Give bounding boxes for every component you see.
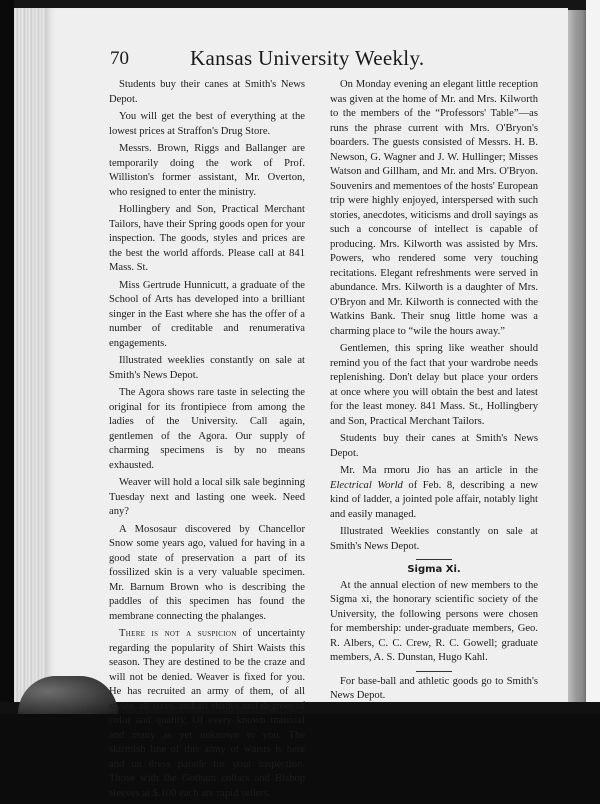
page-header (110, 46, 540, 74)
book-page-edges (14, 8, 48, 708)
paragraph-sigma-xi: At the annual election of new members to the Sigma xi, the honorary scientific society of the University, the following persons were chosen for membership: under-graduate members, Geo. R. Albers, C. C. Crew, R. C. Gowell; graduate members, A. S. Dunstan, Hugo Kahl. (330, 579, 538, 663)
paragraph-shirt-waists (109, 627, 305, 801)
paragraph-electrical-world (330, 464, 538, 522)
paragraph-silk-sale: Weaver will hold a local silk sale beginning Tuesday next and lasting one week. Need any? (109, 477, 305, 517)
paragraph-hunnicutt: Miss Gertrude Hunnicutt, a graduate of the School of Arts has developed into a brilliant singer in the East where she has the offer of a number of creditable and renumerativa engagements. (109, 279, 305, 349)
article-text-start: Mr. Ma rmoru Jio has an article in the (340, 465, 538, 476)
paragraph-base-ball: For base-ball and athletic goods go to Smith's News Depot. (330, 675, 538, 701)
journal-title: Kansas University Weekly. (190, 46, 425, 70)
paragraph-weeklies: Illustrated weeklies constantly on sale at Smith's News Depot. (109, 355, 305, 381)
publication-title: Electrical World (330, 479, 403, 491)
scan-right-background (586, 0, 600, 714)
left-column (109, 78, 305, 804)
paragraph-canes-2: Students buy their canes at Smith's News Depot. (330, 433, 538, 459)
paragraph-reception: On Monday evening an elegant little reception was given at the home of Mr. and Mrs. Kilworth to the members of the “Professors' Table”—as runs the phrase current with Mrs. O'Bryon's boarders. The guests consisted of Messrs. H. B. Newson, G. Wagner and J. W. Hullinger; Misses Watson and Gillham, and Mr. and Mrs. O'Bryon. Souvenirs and mementoes of the hosts' European trip were highly enjoyed, interspersed with such stories, anecdotes, witicisms and droll sayings as such a concourse of intellect is capable of producing. Mrs. Kilworth was assisted by Mrs. Powers, who rendered some very touching recitations. Elegant refreshments were served in abundance. Mrs. Kilworth is a daughter of Mrs. O'Bryon and Mr. Kilworth is connected with the Watkins Bank. Their snug little home was a charming place to “wile the hours away.” (330, 79, 538, 337)
paragraph-canes: Students buy their canes at Smith's News Depot. (109, 79, 305, 105)
paragraph-messrs-brown: Messrs. Brown, Riggs and Ballanger are temporarily doing the work of Prof. Williston's former assistant, Mr. Overton, who resigned to enter the ministry. (109, 143, 305, 198)
page-number: 70 (110, 48, 129, 69)
shirt-waists-body: of uncertainty regarding the popularity of Shirt Waists this season. They are destined to be the craze and will not be denied. Weaver is fixed for you. He has recruited an army of them, of all styles, all sizes, and all shades and degrees of color and quality, Of every known material and many as yet unknown to you. The skirmish line of this army of waists is here and on dress parade for your inspection. Those with the Gotham collars and Bishop sleeves at $.100 each are rapid sellers. (109, 628, 305, 799)
lead-in-smallcaps: There is not a suspicion (119, 628, 237, 639)
paragraph-weeklies-2: Illustrated Weeklies constantly on sale at Smith's News Depot. (330, 526, 538, 552)
article-text-end: of Feb. 8, describing a new kind of ladder, a jointed pole affair, notably light and easily managed. (330, 479, 538, 520)
section-divider-2 (416, 671, 452, 672)
section-heading-sigma-xi: Sigma Xi. (407, 564, 461, 575)
paragraph-mososaur: A Mososaur discovered by Chancellor Snow some years ago, valued for having in a good state of preservation a part of its fossilized skin is a very valuable specimen. Mr. Barnum Brown who is describing the paddles of this specimen has found the membrane connecting the phalanges. (109, 523, 305, 622)
paragraph-gentlemen: Gentlemen, this spring like weather should remind you of the fact that your wardrobe needs replenishing. Don't delay but place your orders at once where you will obtain the best and latest for the least money. 841 Mass. St., Hollingbery and Son, Practical Merchant Tailors. (330, 343, 538, 427)
paragraph-straffon: You will get the best of everything at the lowest prices at Straffon's Drug Store. (109, 111, 305, 137)
paragraph-agora: The Agora shows rare taste in selecting the original for its frontipiece from among the ladies of the University. Call again, gentlemen of the Agora. Our supply of charming specimens is by no means exhausted. (109, 387, 305, 471)
scan-left-background (0, 0, 14, 714)
book-right-edge (568, 10, 586, 702)
section-divider (416, 559, 452, 560)
right-column (330, 78, 538, 707)
paragraph-hollingbery: Hollingbery and Son, Practical Merchant Tailors, have their Spring goods open for your inspection. The goods, styles and prices are the best the world affords. Please call at 841 Mass. St. (109, 204, 305, 273)
